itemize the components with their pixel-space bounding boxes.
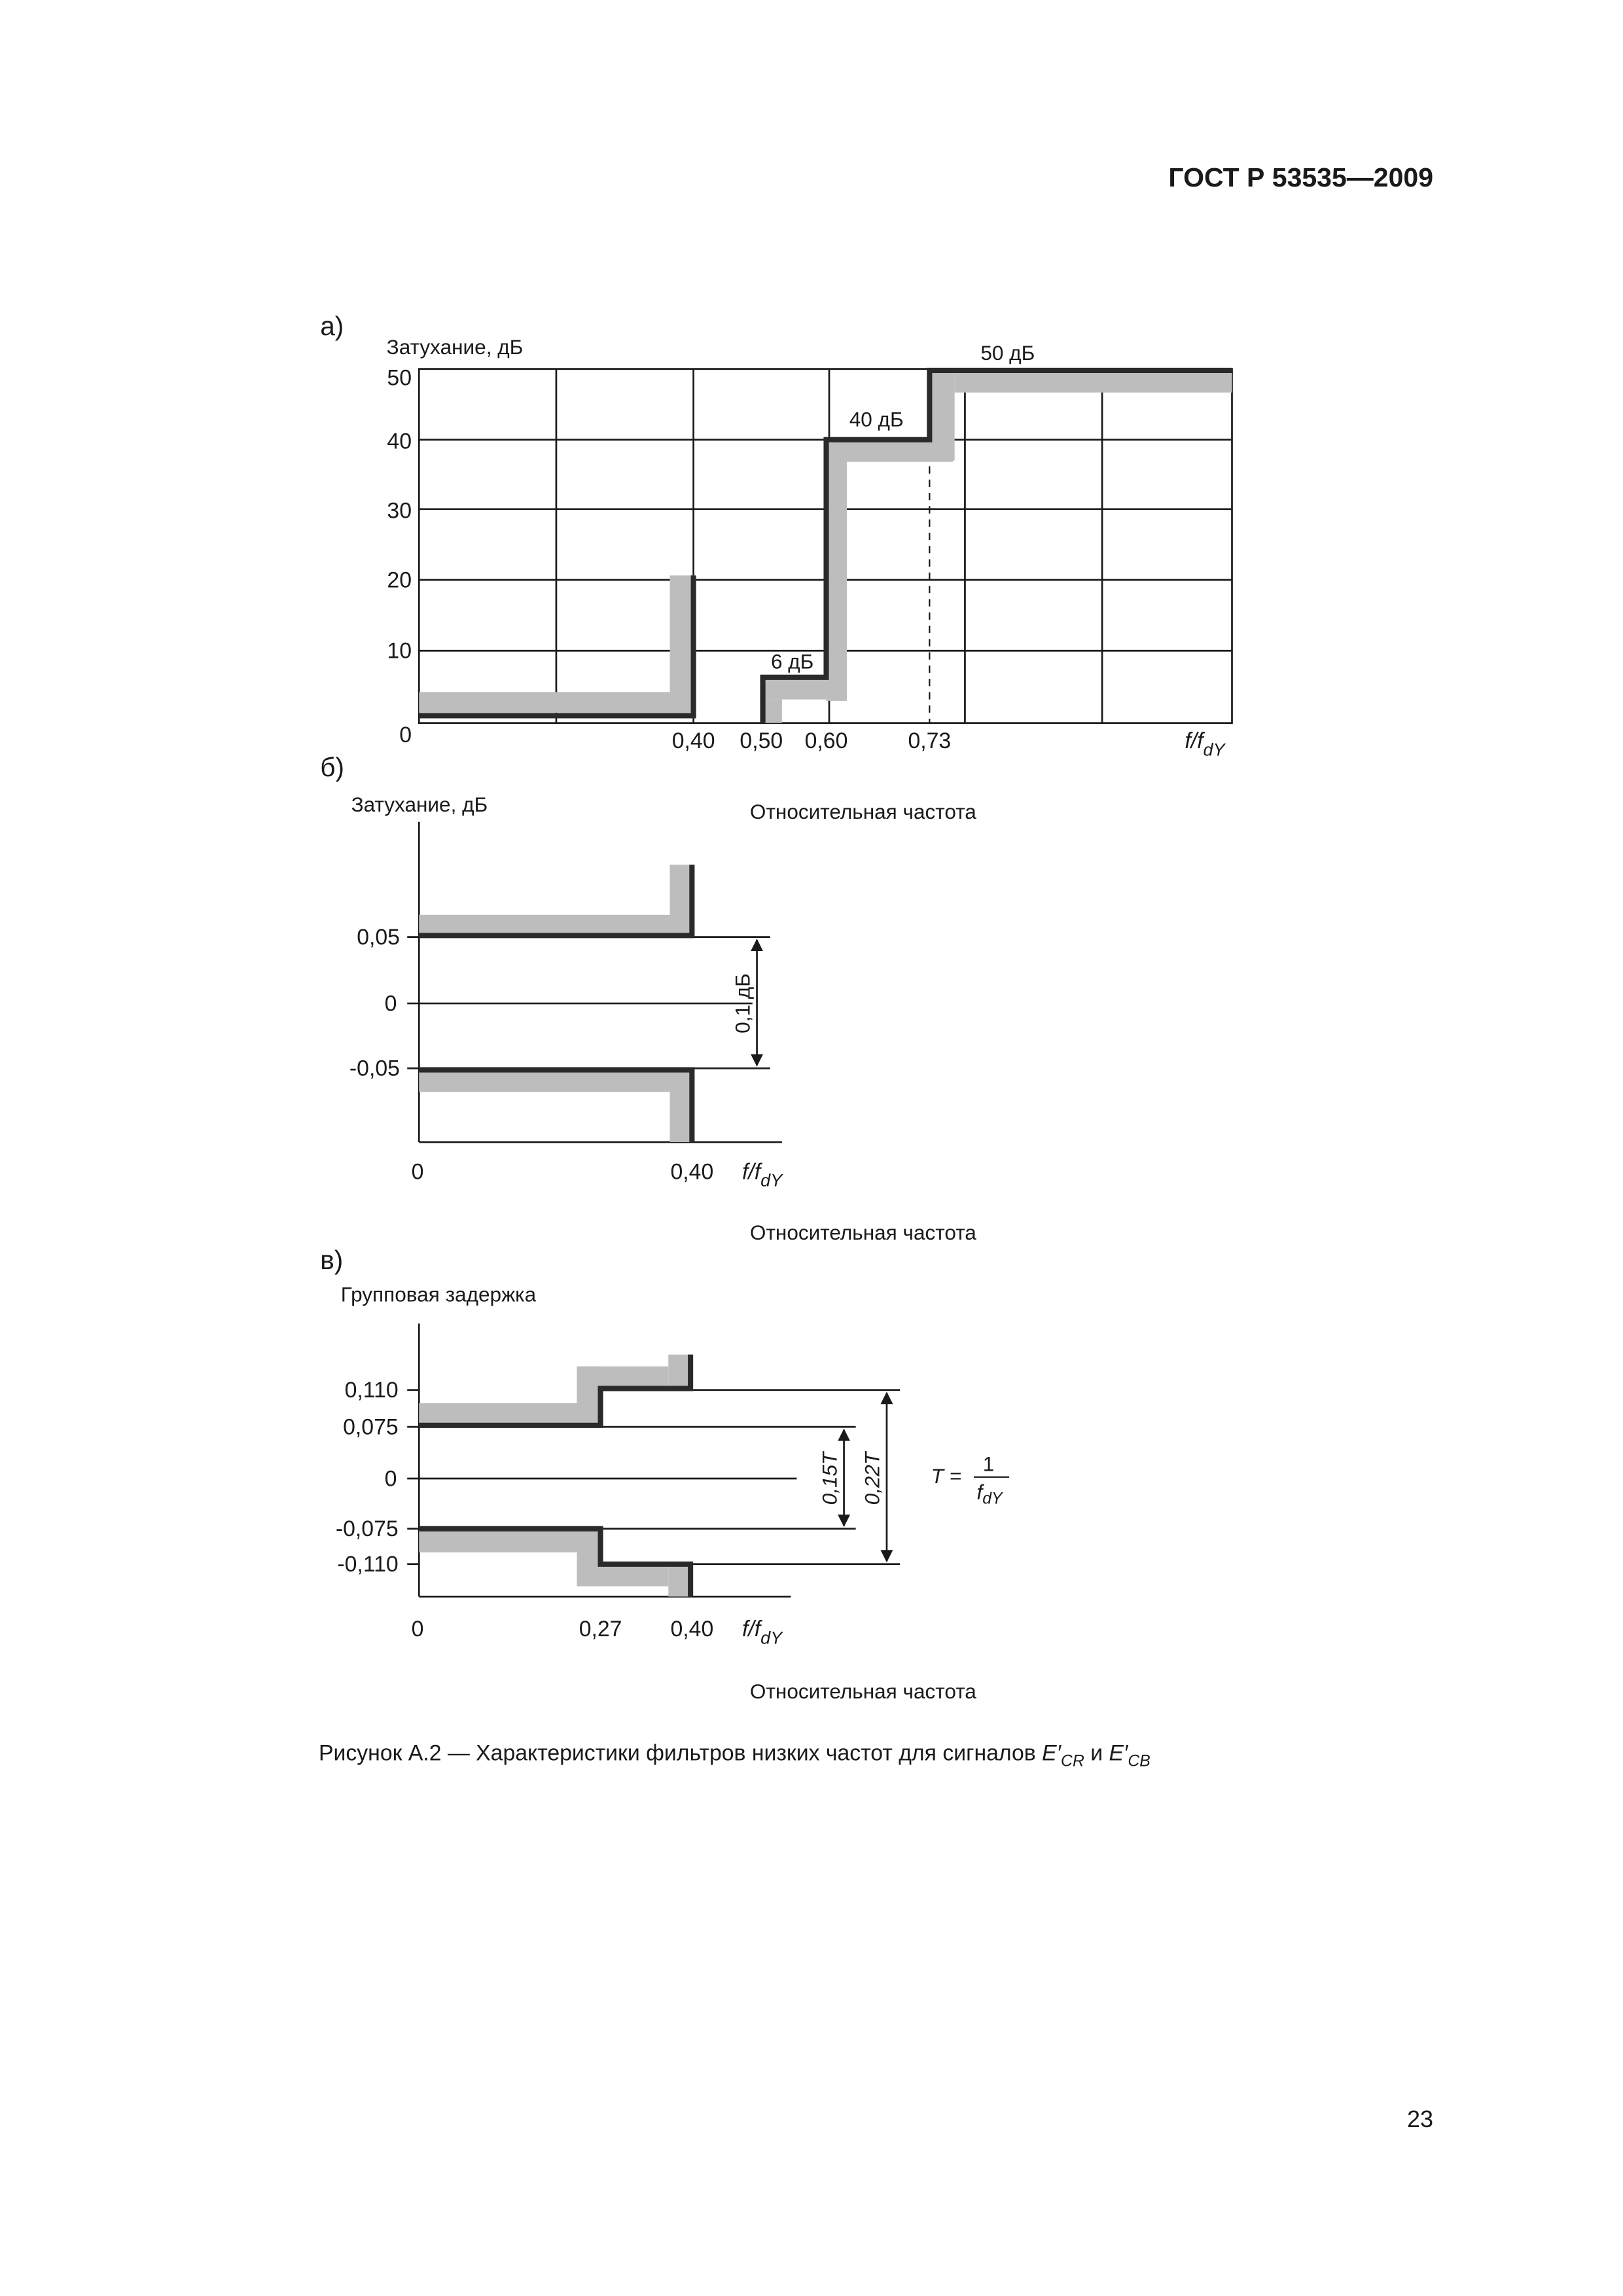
standard-number: ГОСТ Р 53535—2009: [1168, 162, 1433, 192]
formula-lhs: T =: [931, 1463, 962, 1488]
x-tick: 0,40: [671, 728, 715, 754]
x-tick: 0: [411, 1617, 424, 1642]
y-tick: 0: [399, 723, 412, 748]
y-tick: 30: [387, 498, 412, 524]
figure-b-ylabel: Затухание, дБ: [351, 792, 488, 816]
y-tick: -0,075: [335, 1516, 399, 1541]
y-tick: 10: [387, 638, 412, 664]
figure-b-label: б): [320, 751, 344, 782]
page-number: 23: [1406, 2106, 1433, 2132]
y-tick: -0,05: [349, 1056, 400, 1081]
figure-b-top-caption: Относительная частота: [749, 800, 976, 824]
x-tick: 0,40: [670, 1159, 714, 1185]
figure-c-x-axis-label: $f/f_{dY}$: [742, 1617, 783, 1648]
y-tick: 0,05: [357, 924, 400, 950]
figure-a-label: а): [320, 310, 344, 341]
x-tick: 0,27: [579, 1617, 622, 1642]
annotation-6db: 6 дБ: [770, 649, 814, 673]
y-tick: 0,075: [343, 1414, 399, 1440]
formula-denominator: $f_{dY}$: [976, 1480, 1003, 1508]
y-tick: 0: [384, 1466, 397, 1492]
figure-b-x-axis-label: $f/f_{dY}$: [742, 1159, 783, 1191]
annotation-40db: 40 дБ: [849, 407, 904, 431]
figure-c-dimension-label-022: 0,22T: [860, 1452, 884, 1505]
formula-numerator: 1: [982, 1452, 995, 1476]
figure-c-label: в): [320, 1244, 344, 1275]
figure-c-dimension-label-015: 0,15T: [817, 1452, 842, 1505]
y-tick: 50: [387, 365, 412, 391]
y-tick: 0,110: [344, 1378, 399, 1403]
y-tick: -0,110: [337, 1552, 399, 1577]
figure-c-ylabel: Групповая задержка: [340, 1282, 537, 1306]
x-tick: 0,73: [908, 728, 952, 754]
figure-a-x-axis-label: $f/f_{dY}$: [1185, 728, 1225, 760]
figure-b-caption: Относительная частота: [749, 1220, 976, 1244]
x-tick: 0,50: [740, 728, 783, 754]
annotation-50db: 50 дБ: [980, 341, 1035, 365]
figure-a-ylabel: Затухание, дБ: [386, 335, 524, 359]
figure-a-x-ticks: [672, 728, 952, 753]
figure-caption: Рисунок А.2 — Характеристики фильтров низких частот для сигналов $E'_{CR}$ и $E'_{CB}$: [318, 1740, 1150, 1770]
x-tick: 0,40: [670, 1617, 714, 1642]
x-tick: 0,60: [804, 728, 848, 754]
y-tick: 40: [387, 429, 412, 454]
y-tick: 0: [384, 991, 397, 1016]
figure-b-dimension-label: 0,1 дБ: [730, 973, 755, 1033]
figure-c-caption: Относительная частота: [749, 1679, 976, 1703]
y-tick: 20: [387, 567, 412, 593]
x-tick: 0: [411, 1159, 424, 1185]
